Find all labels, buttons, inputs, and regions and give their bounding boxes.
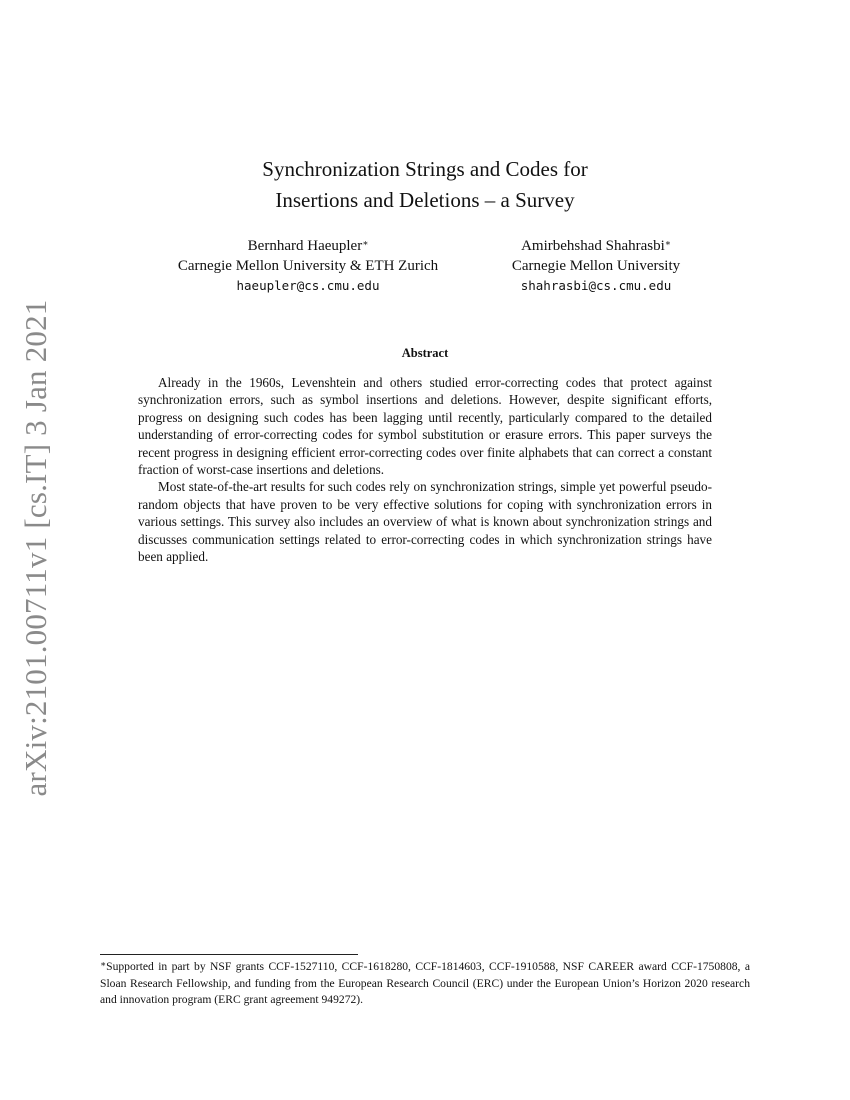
funding-footnote xyxy=(100,959,750,1009)
author-email: haeupler@cs.cmu.edu xyxy=(236,278,380,293)
author-footnote-marker: ∗ xyxy=(664,238,671,248)
abstract-body xyxy=(138,374,712,565)
author-affiliation: Carnegie Mellon University xyxy=(511,258,681,274)
paper-title-line-1: Synchronization Strings and Codes for xyxy=(262,157,588,181)
footnote-divider xyxy=(100,954,358,955)
footnote-marker: ∗ xyxy=(100,959,107,969)
author-name: Amirbehshad Shahrasbi xyxy=(521,238,665,254)
author-name: Bernhard Haeupler xyxy=(247,238,363,254)
author-email: shahrasbi@cs.cmu.edu xyxy=(520,278,672,293)
abstract-paragraph-2: Most state-of-the-art results for such codes rely on synchronization strings, simple yet powerful pseudo-random objects that have proven to be very effective solutions for coping with synchronization errors in various settings. This survey also includes an overview of what is known about synchronization strings and discusses communication settings related to error-correcting codes in which synchronization strings have been applied. xyxy=(138,479,712,565)
author-footnote-marker: ∗ xyxy=(362,238,369,248)
paper-title-line-2: Insertions and Deletions – a Survey xyxy=(275,188,575,212)
author-block-shahrasbi xyxy=(490,236,702,296)
author-block-haeupler xyxy=(140,236,476,296)
footnote-text: Supported in part by NSF grants CCF-1527110, CCF-1618280, CCF-1814603, CCF-1910588, NSF CAREER award CCF-1750808, a Sloan Research Fellowship, and funding from the European Research Council (ERC) under the European Union’s Horizon 2020 research and innovation program (ERC grant agreement 949272). xyxy=(100,960,750,1007)
author-name-line xyxy=(490,236,702,256)
paper-title xyxy=(100,154,750,216)
author-name-line xyxy=(140,236,476,256)
arxiv-identifier-text: arXiv:2101.00711v1 [cs.IT] 3 Jan 2021 xyxy=(18,299,53,797)
author-affiliation: Carnegie Mellon University & ETH Zurich xyxy=(177,258,439,274)
abstract-heading: Abstract xyxy=(401,346,449,360)
abstract-paragraph-1: Already in the 1960s, Levenshtein and others studied error-correcting codes that protect against synchronization errors, such as symbol insertions and deletions. However, despite significant efforts, progress on designing such codes has been lagging until recently, particularly compared to the detailed understanding of error-correcting codes for symbol substitution or erasure errors. This paper surveys the recent progress in designing efficient error-correcting codes over finite alphabets that can correct a constant fraction of worst-case insertions and deletions. xyxy=(138,375,712,478)
